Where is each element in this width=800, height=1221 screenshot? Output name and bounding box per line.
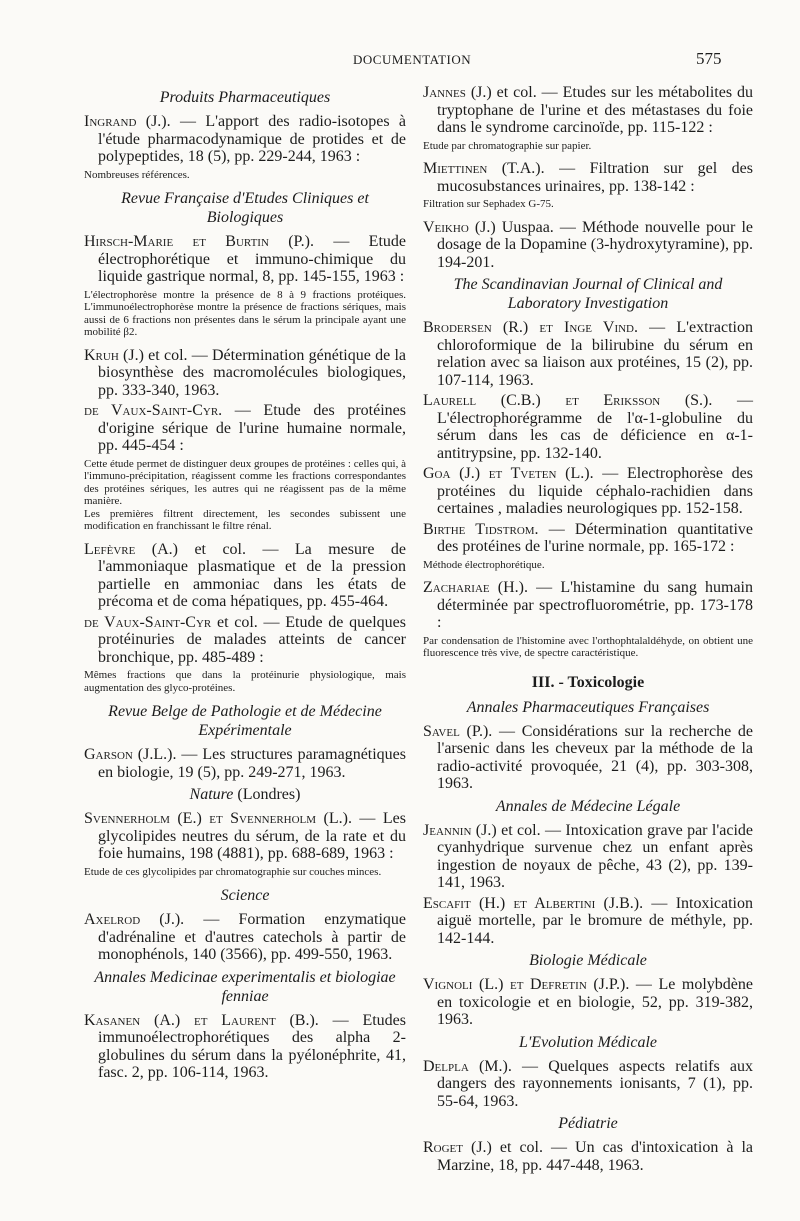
entry-text: et col. — Détermination génétique de la biosynthèse des macromolécules biologiques, pp. 333-340, 1963. — [98, 346, 406, 399]
bibliography-entry — [84, 810, 406, 863]
bibliography-entry — [84, 746, 406, 781]
journal-title — [84, 785, 406, 804]
entry-text: — L'extraction chloroformique de la bilirubine du sérum en relation avec sa liaison aux protéines, 15 (2), pp. 107-114, 1963. — [437, 319, 753, 389]
bibliography-entry — [423, 219, 753, 272]
bibliography-entry — [84, 1012, 406, 1082]
entry-author: Svennerholm (E.) et Svennerholm (L.). — [84, 810, 352, 827]
entry-text: — Considérations sur la recherche de l'arsenic dans les cheveux par la méthode de la radio-activité provoquée, 21 (4), pp. 303-308, 1963. — [437, 722, 753, 792]
entry-text: — Electrophorèse des protéines du liquide céphalo-rachidien dans certaines , maladies neurologiques pp. 152-158. — [437, 465, 753, 517]
entry-author: Hirsch-Marie et Burtin (P.). — [84, 233, 315, 250]
entry-author: de Vaux-Saint-Cyr. — [84, 402, 223, 419]
entry-note: Filtration sur Sephadex G-75. — [423, 198, 554, 210]
entry-author: Delpla (M.). — [423, 1057, 512, 1075]
entry-author: Veikho (J.) — [423, 218, 496, 236]
entry-author: Kruh (J.) — [84, 346, 144, 364]
bibliography-entry — [423, 976, 753, 1029]
entry-note: Nombreuses références. — [84, 168, 190, 181]
journal-title — [423, 1114, 753, 1133]
entry-author: Zachariae (H.). — [423, 579, 528, 596]
bibliography-entry — [423, 84, 753, 137]
journal-name: Nature — [189, 786, 234, 803]
entry-note: Etude par chromatographie sur papier. — [423, 139, 592, 152]
journal-location: (Londres) — [233, 786, 301, 803]
bibliography-entry — [84, 614, 406, 667]
entry-author: Laurell (C.B.) et Eriksson (S.). — [423, 392, 713, 409]
entry-author: de Vaux-Saint-Cyr — [84, 613, 212, 631]
journal-title — [423, 951, 753, 970]
bibliography-entry — [84, 113, 406, 166]
page-header — [0, 49, 800, 72]
entry-author: Roget (J.) — [423, 1139, 492, 1156]
journal-name: Biologie Médicale — [529, 952, 647, 969]
bibliography-entry — [423, 822, 753, 892]
journal-name: Revue Belge de Pathologie et de Médecine Expérimentale — [108, 703, 382, 739]
bibliography-entry — [423, 319, 753, 389]
entry-author: Axelrod (J.). — [84, 911, 185, 928]
entry-text: — Les glycolipides neutres du sérum, de la rate et du foie humains, 198 (4881), pp. 688-689, 1963 : — [98, 810, 406, 862]
entry-text: — Le molybdène en toxicologie et en biologie, 52, pp. 319-382, 1963. — [437, 976, 753, 1028]
entry-author: Garson (J.L.). — [84, 746, 177, 763]
entry-text: — Quelques aspects relatifs aux dangers des rayonnements ionisants, 7 (1), pp. 55-64, 1963. — [437, 1057, 753, 1110]
entry-text: — Etudes immunoélectrophorétiques des alpha 2-globulines du sérum dans la pyélonéphrite, 41, fasc. 2, pp. 106-114, 1963. — [98, 1011, 406, 1081]
entry-text: — Filtration sur gel des mucosubstances urinaires, pp. 138-142 : — [437, 160, 754, 195]
entry-author: Jannes (J.) — [423, 84, 492, 101]
entry-text: — Intoxication aiguë mortelle, par le bromure de méthyle, pp. 142-144. — [437, 894, 753, 947]
journal-name: Produits Pharmaceutiques — [159, 89, 331, 106]
entry-note: Par condensation de l'histomine avec l'orthophtalaldéhyde, on obtient une fluorescence très vive, de spectre caractéristique. — [423, 634, 753, 659]
running-title: DOCUMENTATION — [353, 52, 472, 67]
entry-author: Escafit (H.) et Albertini (J.B.). — [423, 894, 644, 912]
entry-author: Savel (P.). — [423, 722, 493, 740]
journal-title — [84, 968, 406, 1006]
journal-title — [423, 275, 753, 313]
entry-author: Birthe Tidstrom. — [423, 520, 539, 538]
journal-title — [84, 189, 406, 227]
entry-text: — Les structures paramagnétiques en biologie, 19 (5), pp. 249-271, 1963. — [98, 746, 407, 781]
journal-title — [84, 702, 406, 740]
entry-author: Jeannin (J.) — [423, 821, 497, 839]
bibliography-entry — [84, 402, 406, 455]
bibliography-entry — [423, 1058, 753, 1111]
entry-author: Brodersen (R.) et Inge Vind. — [423, 319, 638, 336]
bibliography-entry — [84, 541, 406, 611]
journal-name: Annales Medicinae experimentalis et biologiae fenniae — [94, 968, 396, 1005]
entry-text: — L'électrophorégramme de l'α-1-globuline du sérum dans les cas de déficience en α-1-antitrypsine, pp. 132-140. — [437, 392, 753, 462]
entry-text: — Formation enzymatique d'adrénaline et d'autres catechols à partir de monophénols, 140 (3566), pp. 499-550, 1963. — [98, 911, 407, 963]
bibliography-entry — [423, 465, 753, 518]
journal-name: Science — [220, 887, 270, 904]
bibliography-entry — [423, 392, 753, 462]
journal-title — [84, 88, 406, 107]
journal-name: Annales de Médecine Légale — [495, 797, 681, 815]
bibliography-entry — [84, 347, 406, 400]
section-heading: III. - Toxicologie — [531, 673, 645, 691]
journal-title — [423, 797, 753, 816]
entry-text: et col. — La mesure de l'ammoniaque plasmatique et de la pression partielle en ammoniac dans les états de précoma et de coma hépatiques, pp. 455-464. — [98, 540, 406, 610]
bibliography-entry — [84, 911, 406, 964]
entry-note: Les premières filtrent directement, les secondes subissent une modification en franchissant le filtre rénal. — [84, 507, 406, 532]
entry-text: Uuspaa. — Méthode nouvelle pour le dosage de la Dopamine (3-hydroxytyramine), pp. 194-201. — [437, 218, 754, 271]
bibliography-entry — [423, 521, 753, 556]
bibliography-entry — [423, 895, 753, 948]
entry-author: Miettinen (T.A.). — [423, 160, 545, 177]
journal-name: L'Evolution Médicale — [518, 1033, 658, 1051]
entry-text: — L'apport des radio-isotopes à l'étude pharmacodynamique de protides et de polypeptides, 18 (5), pp. 229-244, 1963 : — [98, 113, 406, 165]
entry-text: — Détermination quantitative des protéines de l'urine normale, pp. 165-172 : — [437, 520, 753, 555]
entry-author: Ingrand (J.). — [84, 113, 171, 130]
journal-title — [84, 886, 406, 905]
journal-name: Revue Française d'Etudes Cliniques et Biologiques — [121, 190, 369, 226]
entry-text: et col. — Un cas d'intoxication à la Marzine, 18, pp. 447-448, 1963. — [437, 1139, 753, 1174]
right-column — [423, 84, 753, 1177]
journal-title — [423, 1033, 753, 1052]
journal-name: Pédiatrie — [558, 1115, 618, 1132]
entry-text: et col. — Intoxication grave par l'acide cyanhydrique survenue chez un enfant après ingestion de noyaux de pêche, 43 (2), pp. 139-141, 1963. — [437, 821, 753, 891]
entry-text: — Etude électrophorétique et immuno-chimique du liquide gastrique normal, 8, pp. 145-155, 1963 : — [98, 233, 406, 285]
entry-note: L'électrophorèse montre la présence de 8 à 9 fractions protéiques. L'immunoélectrophorèse montre la présence de fractions sériques, mais aussi de 6 fractions non présentes dans le sérum la principale ayant une mobilité β2. — [84, 288, 406, 338]
bibliography-entry — [423, 160, 753, 195]
entry-note: Mêmes fractions que dans la protéinurie physiologique, mais augmentation des glyco-protéines. — [84, 669, 406, 694]
entry-author: Kasanen (A.) et Laurent (B.). — [84, 1011, 319, 1029]
page-number: 575 — [696, 49, 722, 68]
entry-author: Goa (J.) et Tveten (L.). — [423, 465, 594, 482]
bibliography-entry — [423, 723, 753, 793]
entry-text: et col. — Etudes sur les métabolites du tryptophane de l'urine et des métastases du foie dans le syndrome carcinoïde, pp. 115-122 : — [437, 84, 754, 136]
entry-author: Vignoli (L.) et Defretin (J.P.). — [423, 976, 630, 993]
left-column — [84, 84, 406, 1085]
entry-text: — L'histamine du sang humain déterminée par spectrofluorométrie, pp. 173-178 : — [437, 579, 753, 631]
journal-name: The Scandinavian Journal of Clinical and Laboratory Investigation — [453, 276, 723, 312]
entry-note: Cette étude permet de distinguer deux groupes de protéines : celles qui, à l'immuno-précipitation, réagissent comme les fractions correspondantes des protéines sériques, les autres qui ne réagissent pas de la même manière. — [84, 457, 406, 507]
bibliography-entry — [84, 233, 406, 286]
entry-author: Lefèvre (A.) — [84, 540, 178, 558]
journal-title — [423, 698, 753, 717]
entry-text: et col. — Etude de quelques protéinuries de malades atteints de cancer bronchique, pp. 485-489 : — [98, 613, 406, 666]
bibliography-entry — [423, 1139, 753, 1174]
journal-name: Annales Pharmaceutiques Françaises — [466, 698, 710, 716]
entry-text: — Etude des protéines d'origine sérique de l'urine humaine normale, pp. 445-454 : — [98, 402, 406, 454]
entry-note: Etude de ces glycolipides par chromatographie sur couches minces. — [84, 865, 382, 878]
bibliography-entry — [423, 579, 753, 632]
entry-note: Méthode électrophorétique. — [423, 558, 545, 571]
